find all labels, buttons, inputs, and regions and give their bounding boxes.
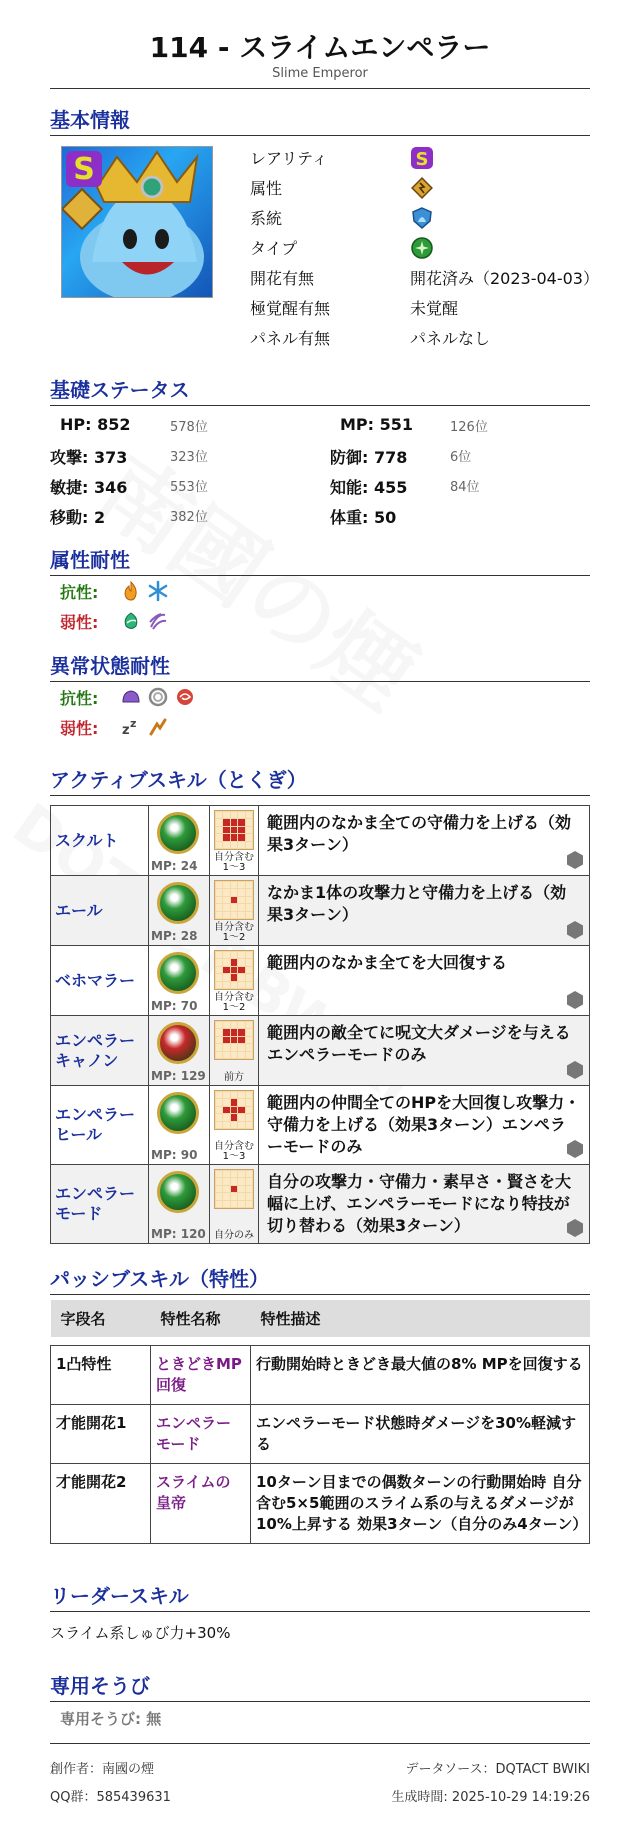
skill-range-cell (210, 1165, 259, 1244)
stat-weight: 体重: 50 (330, 508, 397, 527)
skill-mp: MP: 120 (151, 1227, 206, 1241)
table-row (51, 1086, 590, 1165)
skill-range-label: 自分のみ (214, 1230, 254, 1241)
info-label: レアリティ (250, 149, 328, 168)
skill-name: スクルト (51, 806, 149, 876)
skill-mp: MP: 90 (151, 1148, 198, 1162)
skill-range-label: 自分含む 1～2 (214, 992, 254, 1013)
info-row-awaken (250, 296, 610, 324)
info-value: パネルなし (410, 329, 491, 348)
passive-name: ときどきMP回復 (151, 1346, 251, 1405)
skill-orb-icon (157, 882, 199, 924)
skill-icon-cell (149, 806, 210, 876)
page-subtitle: Slime Emperor (272, 66, 368, 81)
passive-header-row (51, 1300, 590, 1337)
page-title: 114 - スライムエンペラー (149, 31, 491, 64)
section-basic-info: 基本情報 (50, 104, 590, 136)
passive-desc: 10ターン目までの偶数ターンの行動開始時 自分含む5×5範囲のスライム系の与えるダメージが10%上昇する 効果3ターン（自分のみ4ターン） (251, 1464, 590, 1544)
passive-desc: エンペラーモード状態時ダメージを30%軽減する (251, 1405, 590, 1464)
skill-orb-icon (157, 1022, 199, 1064)
info-row-element (250, 176, 610, 204)
seal-icon (147, 686, 169, 708)
skill-mp: MP: 24 (151, 859, 198, 873)
skill-orb-icon (157, 812, 199, 854)
stat-atk: 攻撃: 373 (50, 448, 128, 467)
info-label: パネル有無 (250, 329, 331, 348)
table-row (51, 1016, 590, 1086)
ice-icon (147, 580, 169, 602)
skill-orb-icon (157, 1092, 199, 1134)
leader-skill-text: スライム系しゅび力+30% (50, 1624, 231, 1642)
skill-range-label: 自分含む 1～3 (214, 1141, 254, 1162)
skill-icon-cell (149, 946, 210, 1016)
footer-divider (50, 1743, 590, 1744)
skill-icon-cell (149, 876, 210, 946)
skill-desc-cell (259, 806, 590, 876)
skill-description: 範囲内の仲間全てのHPを大回復し攻撃力・守備力を上げる（効果3ターン）エンペラーモードのみ (267, 1093, 581, 1156)
skill-orb-icon (157, 952, 199, 994)
svg-text:S: S (415, 149, 429, 170)
stat-atk-rank: 323位 (170, 450, 208, 465)
passive-header-desc: 特性描述 (251, 1300, 590, 1337)
skill-name: エンペラーキャノン (51, 1016, 149, 1086)
skill-icon-cell (149, 1165, 210, 1244)
section-passive-skills: パッシブスキル（特性） (50, 1263, 590, 1295)
passive-desc: 行動開始時ときどき最大値の8% MPを回復する (251, 1346, 590, 1405)
skill-range-cell (210, 946, 259, 1016)
slime-emperor-icon (62, 147, 212, 297)
stat-def: 防御: 778 (330, 448, 408, 467)
skill-desc-cell (259, 946, 590, 1016)
skill-name: ベホマラー (51, 946, 149, 1016)
wind-icon (120, 610, 142, 632)
type-support-icon (410, 236, 434, 260)
section-exclusive-equip: 専用そうび (50, 1670, 590, 1702)
confuse-icon (174, 686, 196, 708)
table-row (51, 876, 590, 946)
table-row (51, 806, 590, 876)
passive-name: スライムの皇帝 (151, 1464, 251, 1544)
passive-field: 才能開花2 (51, 1464, 151, 1544)
skill-mp: MP: 129 (151, 1069, 206, 1083)
section-element-resistance: 属性耐性 (50, 544, 590, 576)
skill-orb-icon (157, 1171, 199, 1213)
skill-range-label: 自分含む 1～2 (214, 922, 254, 943)
footer-qq: QQ群：585439631 (50, 1790, 171, 1805)
skill-range-cell (210, 1086, 259, 1165)
table-row (51, 1464, 590, 1544)
paralysis-icon (147, 716, 169, 738)
skill-name: エンペラーモード (51, 1165, 149, 1244)
skill-description: なかま1体の攻撃力と守備力を上げる（効果3ターン） (267, 883, 567, 924)
passive-spacer (51, 1337, 590, 1346)
info-value: 開花済み（2023-04-03） (410, 269, 599, 288)
resist-good-label: 抗性: (60, 583, 99, 602)
active-skill-table (50, 805, 590, 1244)
sleep-icon (120, 716, 142, 738)
stat-def-rank: 6位 (450, 450, 472, 465)
status-good-label: 抗性: (60, 689, 99, 708)
range-grid-icon (214, 880, 254, 920)
info-row-bloom (250, 266, 610, 294)
skill-name: エール (51, 876, 149, 946)
skill-description: 自分の攻撃力・守備力・素早さ・賢さを大幅に上げ、エンペラーモードになり特技が切り替わる（効果3ターン） (267, 1172, 572, 1235)
passive-field: 才能開花1 (51, 1405, 151, 1464)
section-leader-skill: リーダースキル (50, 1580, 590, 1612)
hexagon-icon (567, 991, 583, 1009)
skill-desc-cell (259, 1086, 590, 1165)
stat-int: 知能: 455 (330, 478, 408, 497)
footer-source: データソース：DQTACT BWIKI (405, 1762, 590, 1777)
section-active-skills: アクティブスキル（とくぎ） (50, 764, 590, 796)
skill-description: 範囲内のなかま全てを大回復する (267, 953, 508, 972)
info-label: タイプ (250, 239, 298, 258)
section-status-resistance: 異常状態耐性 (50, 650, 590, 682)
stat-agi: 敏捷: 346 (50, 478, 128, 497)
info-label: 属性 (250, 179, 283, 198)
passive-name: エンペラーモード (151, 1405, 251, 1464)
stat-move: 移動: 2 (50, 508, 106, 527)
skill-desc-cell (259, 1016, 590, 1086)
divider (50, 88, 590, 89)
stat-int-rank: 84位 (450, 480, 480, 495)
equip-text: 専用そうび: 無 (60, 1710, 162, 1728)
rarity-s-icon (410, 146, 434, 170)
skill-description: 範囲内のなかま全ての守備力を上げる（効果3ターン） (267, 813, 572, 854)
stat-mp: MP: 551 (340, 415, 414, 434)
skill-icon-cell (149, 1086, 210, 1165)
skill-desc-cell (259, 1165, 590, 1244)
dark-icon (147, 610, 169, 632)
passive-header-field: 字段名 (51, 1300, 151, 1337)
monster-portrait (61, 146, 213, 298)
range-grid-icon (214, 1090, 254, 1130)
skill-desc-cell (259, 876, 590, 946)
stat-hp: HP: 852 (60, 415, 131, 434)
skill-range-cell (210, 806, 259, 876)
family-slime-icon (410, 206, 434, 230)
resist-bad-label: 弱性: (60, 613, 99, 632)
passive-field: 1凸特性 (51, 1346, 151, 1405)
info-label: 極覚醒有無 (250, 299, 331, 318)
range-grid-icon (214, 810, 254, 850)
fire-icon (120, 580, 142, 602)
range-grid-icon (214, 950, 254, 990)
info-row-rarity (250, 146, 610, 174)
info-value: 未覚醒 (410, 299, 459, 318)
skill-range-cell (210, 876, 259, 946)
info-row-family (250, 206, 610, 234)
section-stats: 基礎ステータス (50, 374, 590, 406)
skill-icon-cell (149, 1016, 210, 1086)
footer-time: 生成時間: 2025-10-29 14:19:26 (391, 1790, 590, 1805)
info-row-panel (250, 326, 610, 354)
info-label: 系統 (250, 209, 283, 228)
table-row (51, 1165, 590, 1244)
info-row-type (250, 236, 610, 264)
svg-text:z: z (122, 723, 130, 738)
info-label: 開花有無 (250, 269, 315, 288)
table-row (51, 1405, 590, 1464)
skill-range-cell (210, 1016, 259, 1086)
passive-skill-table (50, 1300, 590, 1544)
range-grid-icon (214, 1020, 254, 1060)
svg-text:z: z (130, 717, 137, 730)
skill-name: エンペラーヒール (51, 1086, 149, 1165)
table-row (51, 946, 590, 1016)
passive-header-name: 特性名称 (151, 1300, 251, 1337)
status-bad-label: 弱性: (60, 719, 99, 738)
svg-text:S: S (73, 152, 95, 187)
stat-mp-rank: 126位 (450, 420, 488, 435)
skill-mp: MP: 28 (151, 929, 198, 943)
table-row (51, 1346, 590, 1405)
footer-author: 創作者：南國の煙 (50, 1762, 155, 1777)
stat-agi-rank: 553位 (170, 480, 208, 495)
range-grid-icon (214, 1169, 254, 1209)
poison-icon (120, 686, 142, 708)
stat-move-rank: 382位 (170, 510, 208, 525)
skill-range-label: 前方 (224, 1072, 244, 1083)
skill-range-label: 自分含む 1～3 (214, 852, 254, 873)
stat-hp-rank: 578位 (170, 420, 208, 435)
element-icon (410, 176, 434, 200)
skill-mp: MP: 70 (151, 999, 198, 1013)
skill-description: 範囲内の敵全てに呪文大ダメージを与える エンペラーモードのみ (267, 1023, 571, 1064)
